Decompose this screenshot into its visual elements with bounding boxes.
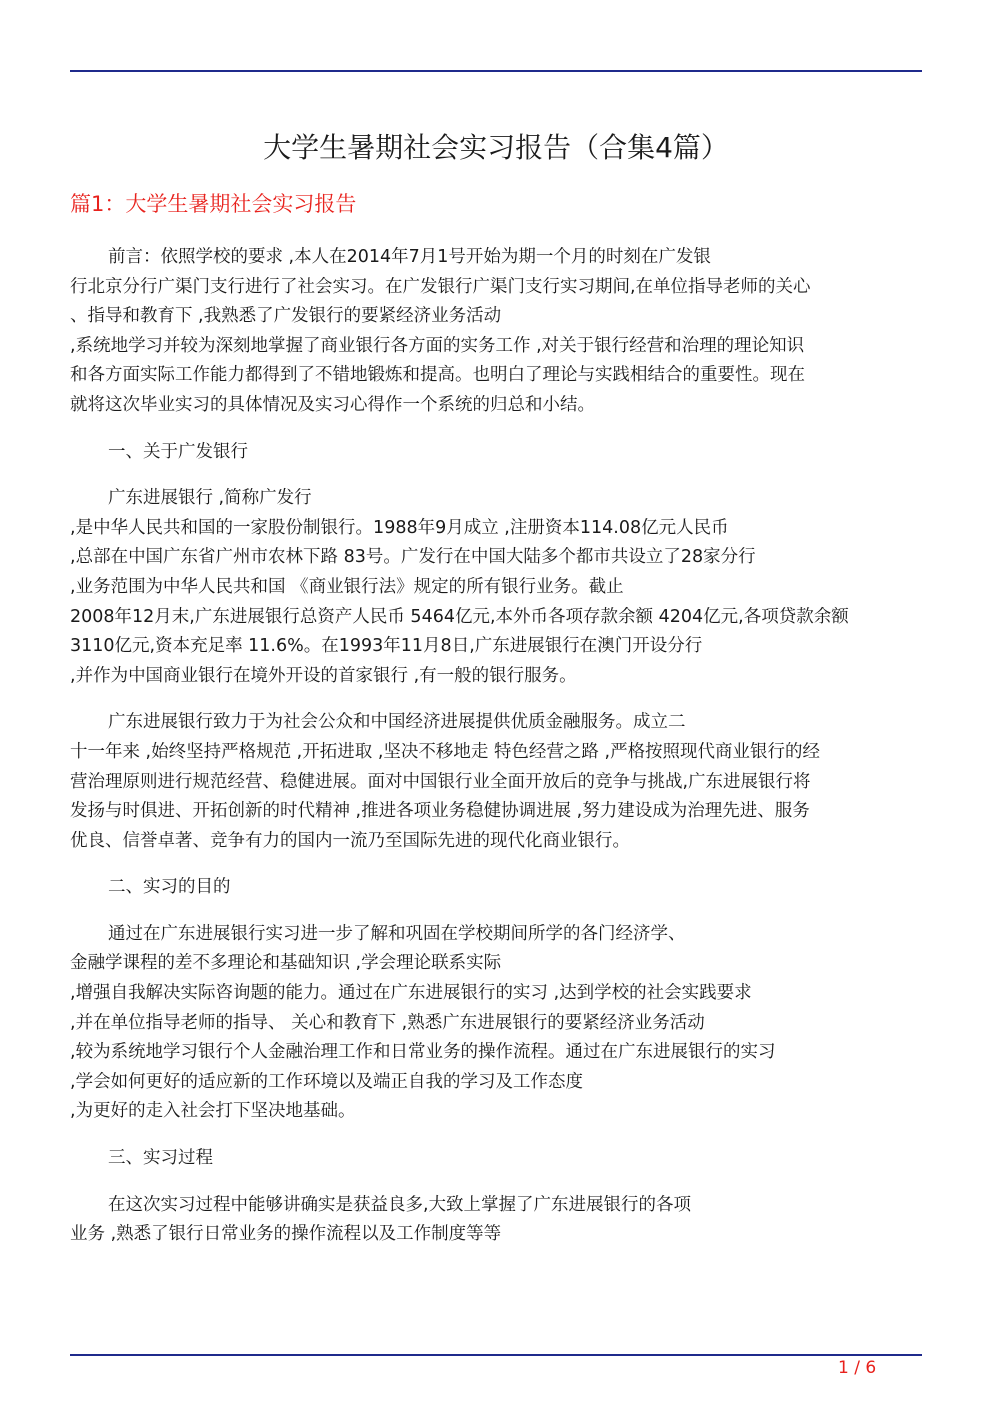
text-line: ,为更好的走入社会打下坚决地基础。 (70, 1101, 356, 1122)
text-line: 就将这次毕业实习的具体情况及实习心得作一个系统的归总和小结。 (70, 394, 595, 415)
paragraph-preface (70, 243, 922, 421)
text-line: 行北京分行广渠门支行进行了社会实习。在广发银行广渠门支行实习期间,在单位指导老师的关心 (70, 276, 811, 297)
text-line: 十一年来 ,始终坚持严格规范 ,开拓进取 ,坚决不移地走 特色经营之路 ,严格按照现代商业银行的经 (70, 741, 821, 762)
subheading-process (70, 1144, 922, 1174)
paragraph-bank-intro (70, 484, 922, 691)
text-line: 营治理原则进行规范经营、稳健进展。面对中国银行业全面开放后的竞争与挑战,广东进展银行将 (70, 771, 811, 792)
section-heading: 篇1：大学生暑期社会实习报告 (70, 192, 357, 216)
paragraph-bank-mission (70, 708, 922, 856)
page-number: 1 / 6 (838, 1358, 877, 1378)
text-line: 前言：依照学校的要求 ,本人在2014年7月1号开始为期一个月的时刻在广发银 (108, 247, 711, 267)
subheading-purpose (70, 873, 922, 903)
text-line: ,较为系统地学习银行个人金融治理工作和日常业务的操作流程。通过在广东进展银行的实习 (70, 1042, 776, 1063)
text-line: 广东进展银行 ,简称广发行 (108, 488, 312, 509)
text-line: 广东进展银行致力于为社会公众和中国经济进展提供优质金融服务。成立二 (108, 712, 686, 733)
text-line: 发扬与时俱进、开拓创新的时代精神 ,推进各项业务稳健协调进展 ,努力建设成为治理先进、服务 (70, 801, 810, 822)
text-line: 2008年12月末,广东进展银行总资产人民币 5464亿元,本外币各项存款余额 4204亿元,各项贷款余额 (70, 606, 849, 627)
subheading-about-bank (70, 438, 922, 468)
text-line: 3110亿元,资本充足率 11.6%。在1993年11月8日,广东进展银行在澳门开设分行 (70, 636, 703, 657)
paragraph-purpose (70, 920, 922, 1127)
text-line: 、指导和教育下 ,我熟悉了广发银行的要紧经济业务活动 (70, 306, 502, 327)
text-line: ,系统地学习并较为深刻地掌握了商业银行各方面的实务工作 ,对关于银行经营和治理的理论知识 (70, 335, 805, 356)
text-line: ,增强自我解决实际咨询题的能力。通过在广东进展银行的实习 ,达到学校的社会实践要求 (70, 983, 752, 1004)
text-line: 业务 ,熟悉了银行日常业务的操作流程以及工作制度等等 (70, 1224, 502, 1245)
header-rule (70, 70, 922, 72)
text-line: 和各方面实际工作能力都得到了不错地锻炼和提高。也明白了理论与实践相结合的重要性。现在 (70, 365, 805, 386)
text-line: 在这次实习过程中能够讲确实是获益良多,大致上掌握了广东进展银行的各项 (108, 1194, 692, 1215)
text-line: 金融学课程的差不多理论和基础知识 ,学会理论联系实际 (70, 953, 502, 974)
text-line: ,总部在中国广东省广州市农林下路 83号。广发行在中国大陆多个都市共设立了28家分行 (70, 547, 756, 568)
document-body (70, 243, 922, 1267)
text-line: ,并作为中国商业银行在境外开设的首家银行 ,有一般的银行服务。 (70, 665, 577, 686)
text-line: ,并在单位指导老师的指导、 关心和教育下 ,熟悉广东进展银行的要紧经济业务活动 (70, 1012, 705, 1033)
text-line: ,是中华人民共和国的一家股份制银行。1988年9月成立 ,注册资本114.08亿元人民币 (70, 517, 729, 538)
paragraph-process (70, 1191, 922, 1250)
subheading-text: 三、实习过程 (108, 1148, 213, 1169)
text-line: 通过在广东进展银行实习进一步了解和巩固在学校期间所学的各门经济学、 (108, 923, 686, 944)
text-line: ,业务范围为中华人民共和国 《商业银行法》规定的所有银行业务。截止 (70, 576, 624, 597)
text-line: 优良、信誉卓著、竞争有力的国内一流乃至国际先进的现代化商业银行。 (70, 830, 630, 851)
subheading-text: 一、关于广发银行 (108, 441, 248, 462)
document-title: 大学生暑期社会实习报告（合集4篇） (263, 131, 729, 164)
text-line: ,学会如何更好的适应新的工作环境以及端正自我的学习及工作态度 (70, 1071, 584, 1092)
footer-rule (70, 1354, 922, 1356)
subheading-text: 二、实习的目的 (108, 877, 231, 898)
